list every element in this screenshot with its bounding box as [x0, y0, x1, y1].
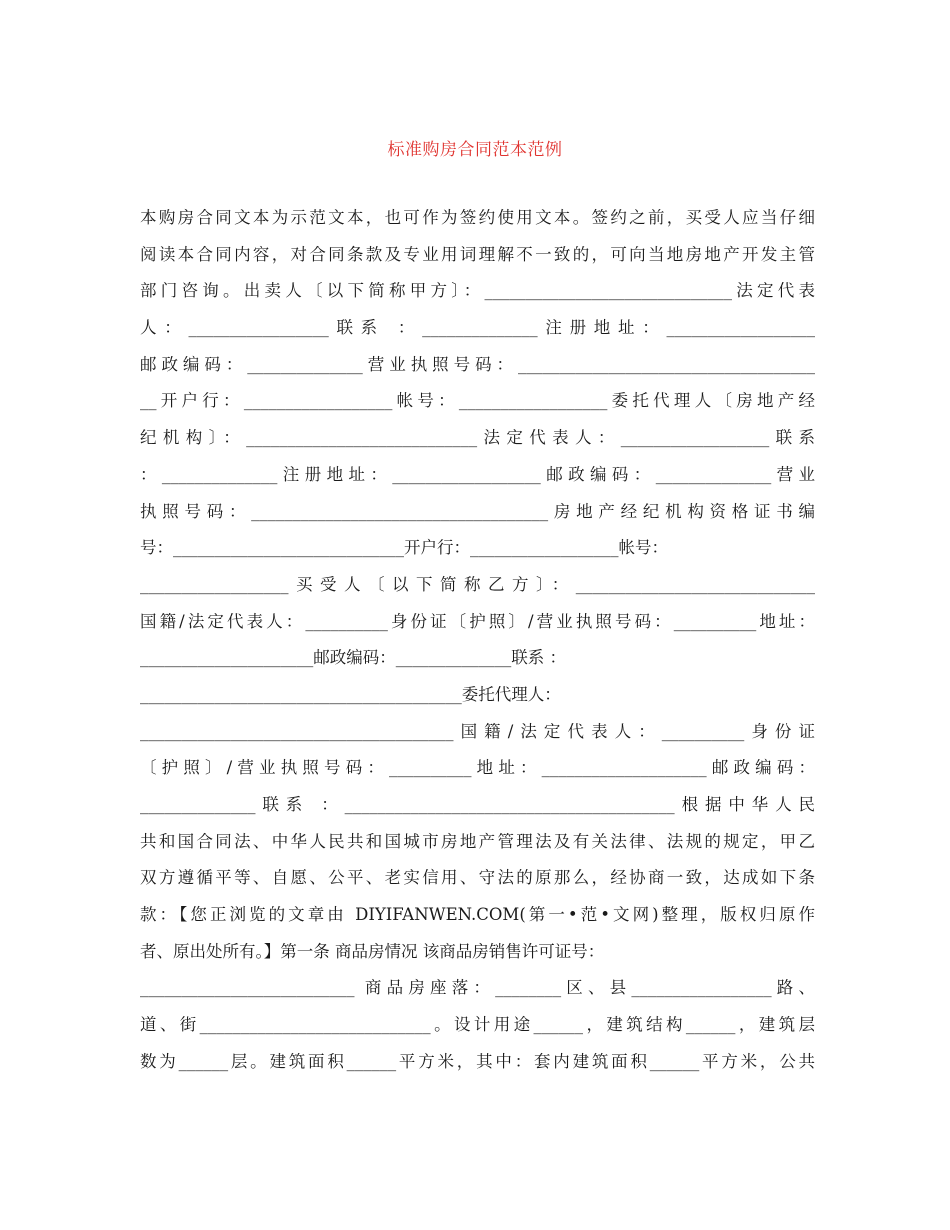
body-line: 纪机构〕：____________________________法定代表人：__________________联系	[140, 428, 815, 448]
body-line: 人：_________________联系 ：______________注册地址：__________________	[140, 318, 815, 338]
body-line: 部门咨询。出卖人〔以下简称甲方〕：______________________________法定代表	[140, 281, 815, 301]
body-line: 双方遵循平等、自愿、公平、老实信用、守法的原那么，经协商一致，达成如下条	[140, 868, 815, 888]
body-line: 邮政编码：______________营业执照号码：____________________________________	[140, 354, 815, 374]
body-line: 阅读本合同内容，对合同条款及专业用词理解不一致的，可向当地房地产开发主管	[140, 244, 815, 264]
document-body	[140, 203, 815, 1084]
body-line: 号：____________________________开户行：__________________帐号：	[140, 538, 668, 558]
body-line: __________________________ 商品房座落：________区、县_________________路、	[140, 978, 815, 998]
body-line: 数为______层。建筑面积______平方米，其中：套内建筑面积______平方米，公共	[140, 1051, 815, 1071]
body-line: 道、街____________________________。设计用途______，建筑结构______，建筑层	[140, 1015, 815, 1035]
body-line: __________________买受人〔以下简称乙方〕：_____________________________	[140, 574, 815, 594]
body-line: ______________________________________国籍/法定代表人：__________身份证	[140, 721, 815, 741]
body-line: 者、原出处所有。】第一条 商品房情况 该商品房销售许可证号：	[140, 941, 605, 961]
body-line: 本购房合同文本为示范文本，也可作为签约使用文本。签约之前，买受人应当仔细	[140, 208, 815, 227]
body-line: ______________联系 ：________________________________________根据中华人民	[140, 795, 815, 814]
body-line: 国籍/法定代表人：__________身份证〔护照〕/营业执照号码：__________地址：	[140, 611, 815, 631]
body-line: _____________________邮政编码：______________联系 ：	[140, 648, 566, 668]
body-line: 共和国合同法、中华人民共和国城市房地产管理法及有关法律、法规的规定，甲乙	[140, 831, 815, 851]
body-line: ：______________注册地址：__________________邮政编码：______________营业	[140, 464, 815, 484]
body-line: __开户行：__________________帐号：__________________委托代理人〔房地产经	[140, 391, 815, 411]
body-line: _______________________________________委托代理人：	[140, 684, 561, 704]
body-line: 执照号码：____________________________________房地产经纪机构资格证书编	[140, 501, 815, 521]
document-title: 标准购房合同范本范例	[387, 140, 563, 160]
body-line: 〔护照〕/营业执照号码：__________地址：____________________邮政编码：	[140, 758, 815, 778]
body-line: 款：【您正浏览的文章由 DIYIFANWEN.COM(第一•范•文网)整理，版权归原作	[140, 905, 815, 925]
